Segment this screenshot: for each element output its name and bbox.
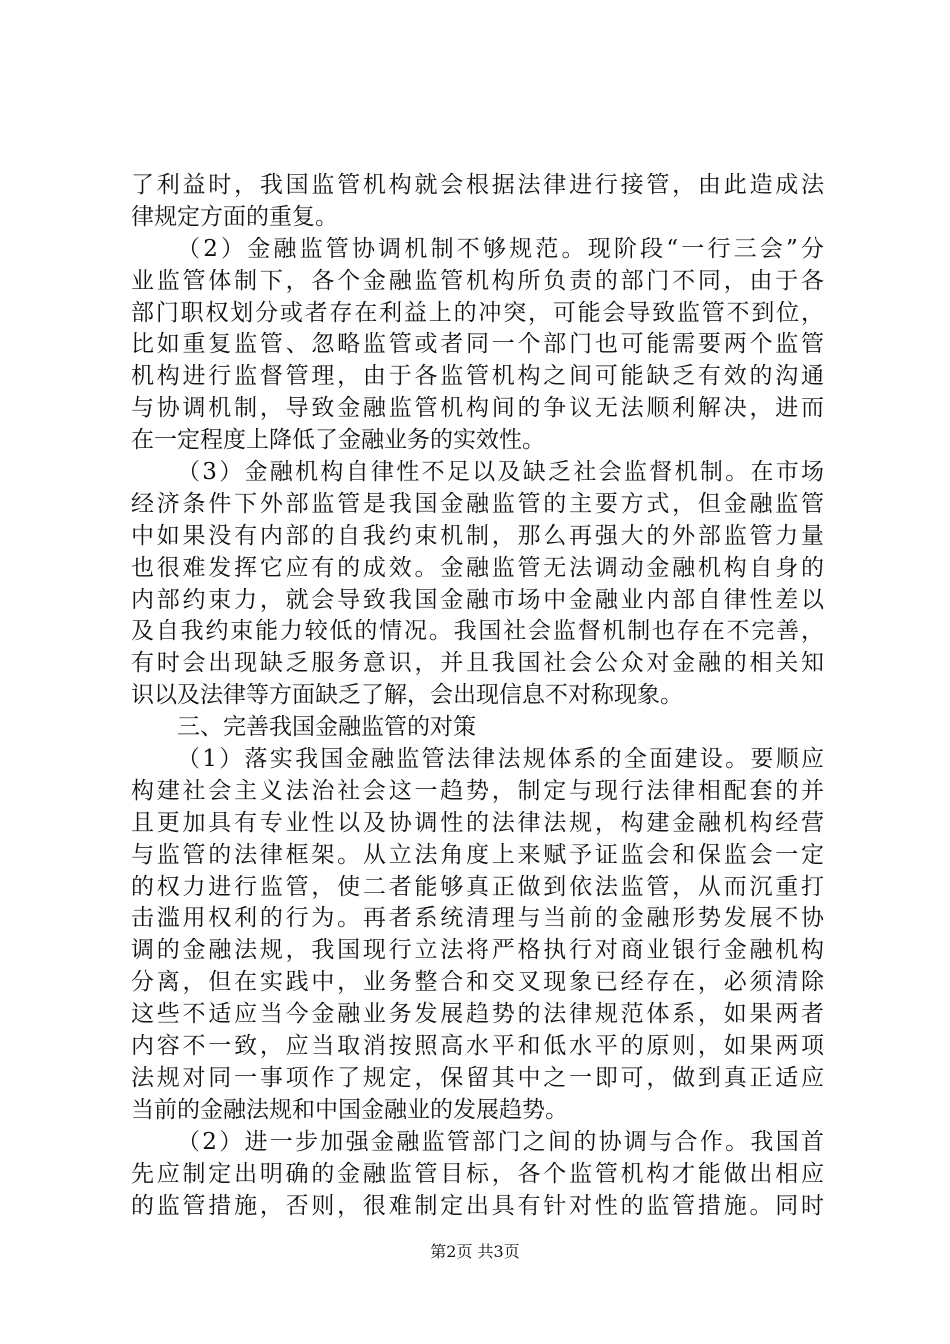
text-line: 法规对同一事项作了规定，保留其中之一即可，做到真正适应 xyxy=(131,1064,824,1091)
text-line: 及自我约束能力较低的情况。我国社会监督机制也存在不完善， xyxy=(131,618,824,645)
text-line: （1）落实我国金融监管法律法规体系的全面建设。要顺应 xyxy=(177,746,824,773)
text-line: （2）进一步加强金融监管部门之间的协调与合作。我国首 xyxy=(177,1128,824,1155)
text-line: 了利益时，我国监管机构就会根据法律进行接管，由此造成法 xyxy=(131,172,824,198)
text-line: 部门职权划分或者存在利益上的冲突，可能会导致监管不到位， xyxy=(131,299,824,326)
text-line: 击滥用权利的行为。再者系统清理与当前的金融形势发展不协 xyxy=(131,905,824,932)
text-line: 的权力进行监管，使二者能够真正做到依法监管，从而沉重打 xyxy=(131,873,824,900)
text-line: 经济条件下外部监管是我国金融监管的主要方式，但金融监管 xyxy=(131,490,824,517)
text-line: 识以及法律等方面缺乏了解，会出现信息不对称现象。 xyxy=(131,682,683,709)
text-line: 当前的金融法规和中国金融业的发展趋势。 xyxy=(131,1096,568,1123)
text-line: 有时会出现缺乏服务意识，并且我国社会公众对金融的相关知 xyxy=(131,650,824,677)
section-heading: 三、完善我国金融监管的对策 xyxy=(177,714,476,741)
text-line: （2）金融监管协调机制不够规范。现阶段“一行三会”分 xyxy=(177,235,824,262)
text-line: 中如果没有内部的自我约束机制，那么再强大的外部监管力量 xyxy=(131,522,824,549)
text-line: 分离，但在实践中，业务整合和交叉现象已经存在，必须清除 xyxy=(131,969,824,996)
text-line: 在一定程度上降低了金融业务的实效性。 xyxy=(131,427,545,454)
text-line: 业监管体制下，各个金融监管机构所负责的部门不同，由于各 xyxy=(131,267,824,294)
text-line: 且更加具有专业性以及协调性的法律法规，构建金融机构经营 xyxy=(131,809,824,836)
text-line: 律规定方面的重复。 xyxy=(131,203,338,230)
body-text xyxy=(131,170,824,1222)
text-line: 的监管措施，否则，很难制定出具有针对性的监管措施。同时 xyxy=(131,1192,824,1219)
text-line: 内部约束力，就会导致我国金融市场中金融业内部自律性差以 xyxy=(131,586,824,613)
text-line: 先应制定出明确的金融监管目标，各个监管机构才能做出相应 xyxy=(131,1160,824,1187)
text-line: 机构进行监督管理，由于各监管机构之间可能缺乏有效的沟通 xyxy=(131,363,824,390)
text-line: 与监管的法律框架。从立法角度上来赋予证监会和保监会一定 xyxy=(131,841,824,868)
text-line: 比如重复监管、忽略监管或者同一个部门也可能需要两个监管 xyxy=(131,331,824,358)
text-line: 构建社会主义法治社会这一趋势，制定与现行法律相配套的并 xyxy=(131,777,824,804)
page-number-footer: 第2页 共3页 xyxy=(430,1242,520,1261)
text-line: 也很难发挥它应有的成效。金融监管无法调动金融机构自身的 xyxy=(131,554,824,581)
text-line: 调的金融法规，我国现行立法将严格执行对商业银行金融机构 xyxy=(131,937,824,964)
text-line: 内容不一致，应当取消按照高水平和低水平的原则，如果两项 xyxy=(131,1033,824,1060)
text-line: 这些不适应当今金融业务发展趋势的法律规范体系，如果两者 xyxy=(131,1001,824,1028)
text-line: （3）金融机构自律性不足以及缺乏社会监督机制。在市场 xyxy=(177,459,824,486)
text-line: 与协调机制，导致金融监管机构间的争议无法顺利解决，进而 xyxy=(131,395,824,422)
